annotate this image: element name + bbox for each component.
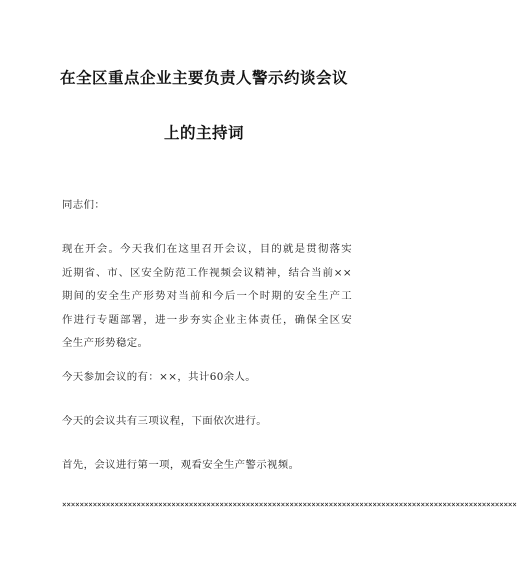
document-title-line-2: 上的主持词 (163, 124, 244, 142)
paragraph-line: 作进行专题部署，进一步夯实企业主体责任，确保全区安 (62, 313, 352, 326)
paragraph-agenda: 今天的会议共有三项议程，下面依次进行。 (62, 415, 268, 427)
paragraph-line: 近期省、市、区安全防范工作视频会议精神，结合当前×× (62, 266, 352, 279)
document-title-line-1: 在全区重点企业主要负责人警示约谈会议 (59, 69, 348, 87)
greeting: 同志们： (62, 199, 106, 211)
paragraph-line: 期间的安全生产形势对当前和今后一个时期的安全生产工 (62, 290, 352, 302)
paragraph-line: 全生产形势稳定。 (62, 337, 149, 349)
paragraph-opening (62, 238, 352, 356)
paragraph-attendees: 今天参加会议的有：××，共计60余人。 (62, 371, 257, 383)
paragraph-first-item: 首先，会议进行第一项，观看安全生产警示视频。 (62, 459, 300, 471)
paragraph-line: 现在开会。今天我们在这里召开会议，目的就是贯彻落实 (62, 243, 352, 255)
separator-line: ×××××××××××××××××××××××××××××××××××××××××××××××××××××××××××××××××××××××××××××××××××××××××××××××××××××××× (62, 500, 517, 509)
